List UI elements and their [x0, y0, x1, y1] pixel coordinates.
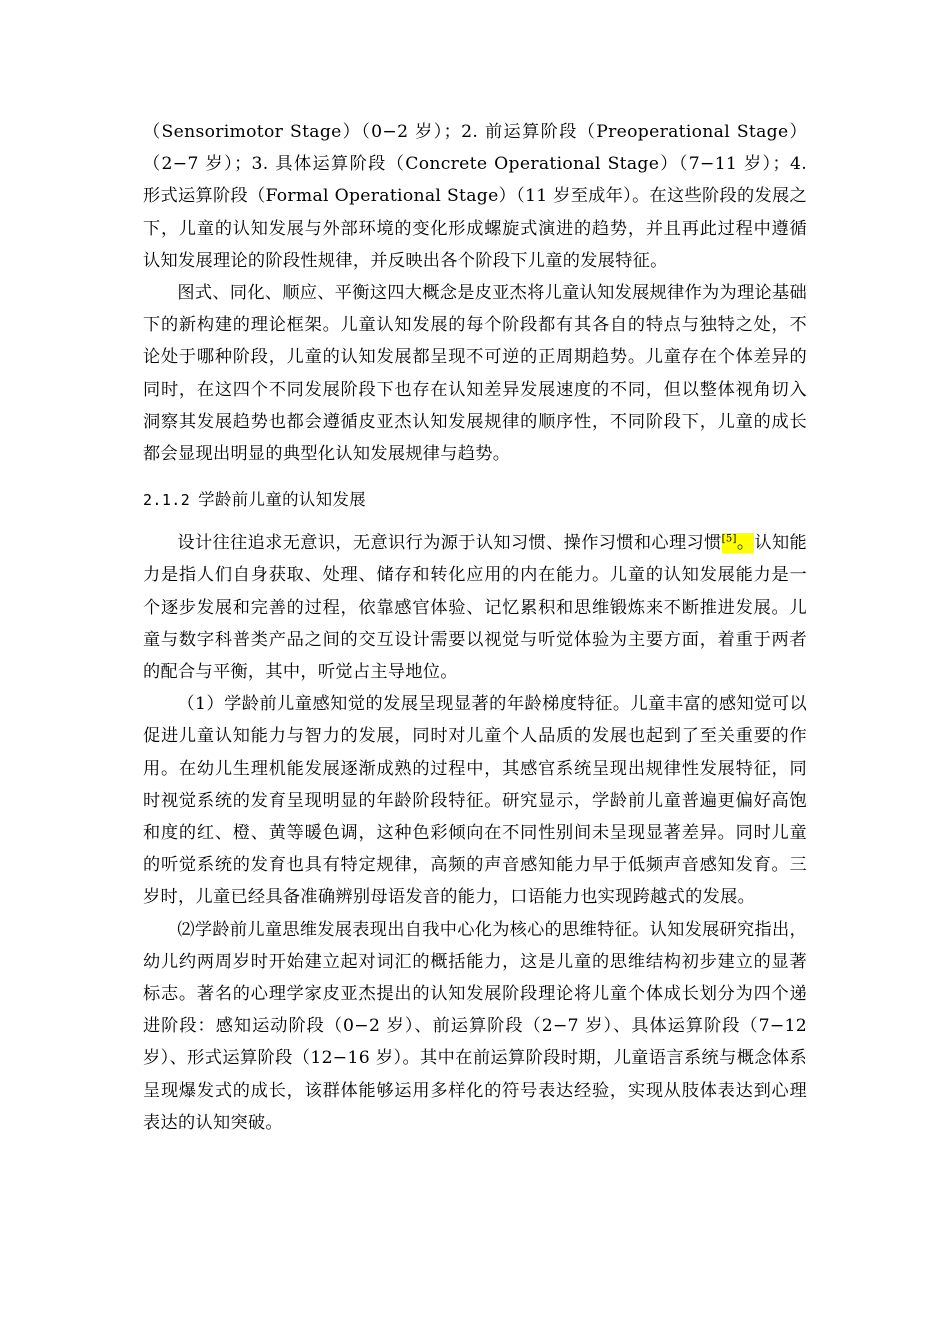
citation-highlight — [722, 533, 755, 553]
paragraph-text-after-citation: 认知能力是指人们自身获取、处理、储存和转化应用的内在能力。儿童的认知发展能力是一个逐步发展和完善的过程，依靠感官体验、记忆累积和思维锻炼来不断推进发展。儿童与数字科普类产品之间的交互设计需要以视觉与听觉体验为主要方面，着重于两者的配合与平衡，其中，听觉占主导地位。 — [143, 533, 807, 683]
paragraph-piaget-stages: （Sensorimotor Stage）（0−2 岁）；2. 前运算阶段（Preoperational Stage）（2−7 岁）；3. 具体运算阶段（Concrete Operational Stage）（7−11 岁）；4. 形式运算阶段（Formal Operational Stage）（11 岁至成年）。在这些阶段的发展之下，儿童的认知发展与外部环境的变化形成螺旋式演进的趋势，并且再此过程中遵循认知发展理论的阶段性规律，并反映出各个阶段下儿童的发展特征。 — [143, 122, 807, 271]
section-title: 学龄前儿童的认知发展 — [198, 490, 367, 510]
section-number: 2.1.2 — [143, 491, 191, 510]
paragraph-thinking-development: ⑵学龄前儿童思维发展表现出自我中心化为核心的思维特征。认知发展研究指出，幼儿约两周岁时开始建立起对词汇的概括能力，这是儿童的思维结构初步建立的显著标志。著名的心理学家皮亚杰提出的认知发展阶段理论将儿童个体成长划分为四个递进阶段：感知运动阶段（0−2 岁）、前运算阶段（2−7 岁）、具体运算阶段（7−12 岁）、形式运算阶段（12−16 岁）。其中在前运算阶段时期，儿童语言系统与概念体系呈现爆发式的成长，该群体能够运用多样化的符号表达经验，实现从肢体表达到心理表达的认知突破。 — [143, 919, 807, 1133]
paragraph-perception-development: （1）学龄前儿童感知觉的发展呈现显著的年龄梯度特征。儿童丰富的感知觉可以促进儿童认知能力与智力的发展，同时对儿童个人品质的发展也起到了至关重要的作用。在幼儿生理机能发展逐渐成熟的过程中，其感官系统呈现出规律性发展特征，同时视觉系统的发育呈现明显的年龄阶段特征。研究显示，学龄前儿童普遍更偏好高饱和度的红、橙、黄等暖色调，这种色彩倾向在不同性别间未呈现显著差异。同时儿童的听觉系统的发育也具有特定规律，高频的声音感知能力早于低频声音感知发育。三岁时，儿童已经具备准确辨别母语发音的能力，口语能力也实现跨越式的发展。 — [143, 694, 807, 908]
paragraph-cognitive-ability — [143, 527, 807, 688]
citation-reference: [5] — [721, 533, 737, 545]
citation-period: 。 — [736, 533, 755, 554]
section-heading — [143, 484, 807, 516]
paragraph-four-concepts: 图式、同化、顺应、平衡这四大概念是皮亚杰将儿童认知发展规律作为为理论基础下的新构建的理论框架。儿童认知发展的每个阶段都有其各自的特点与独特之处，不论处于哪种阶段，儿童的认知发展都呈现不可逆的正周期趋势。儿童存在个体差异的同时，在这四个不同发展阶段下也存在认知差异发展速度的不同，但以整体视角切入洞察其发展趋势也都会遵循皮亚杰认知发展规律的顺序性，不同阶段下，儿童的成长都会显现出明显的典型化认知发展规律与趋势。 — [143, 283, 807, 465]
document-body — [143, 116, 807, 1139]
paragraph-text-before-citation: 设计往往追求无意识，无意识行为源于认知习惯、操作习惯和心理习惯 — [177, 533, 722, 554]
